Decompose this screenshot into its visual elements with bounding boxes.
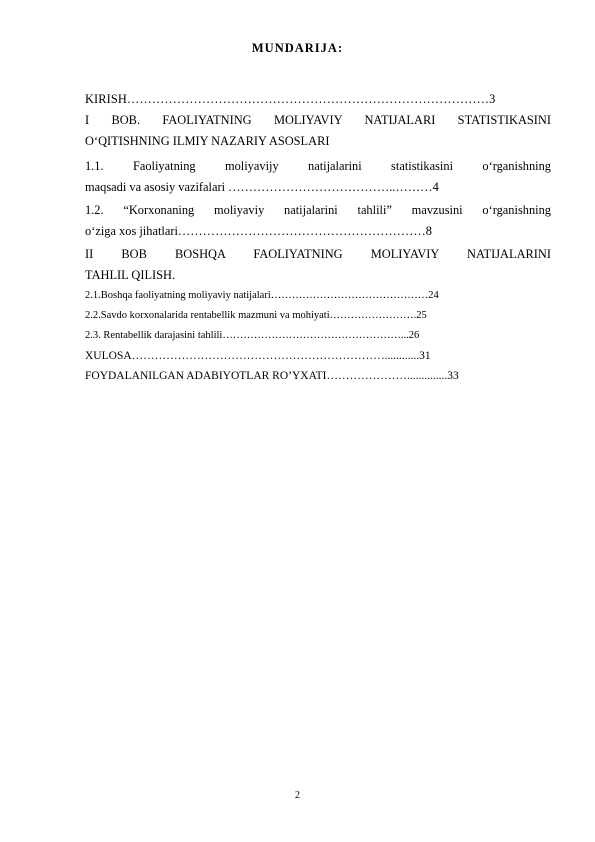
table-of-contents <box>85 89 551 386</box>
toc-bob2-line1: II BOB BOSHQA FAOLIYATNING MOLIYAVIY NATIJALARINI <box>85 247 551 261</box>
toc-item-1-2-line2: o‘ziga xos jihatlari……………………………………………………8 <box>85 224 432 238</box>
toc-kirish: KIRISH……………………………………………………………………………3 <box>85 92 496 106</box>
toc-item-2-1: 2.1.Boshqa faoliyatning moliyaviy natijalari………………………………………24 <box>85 290 439 301</box>
toc-item-1-1-line2: maqsadi va asosiy vazifalari …………………………………..………4 <box>85 180 439 194</box>
toc-item-2-3: 2.3. Rentabellik darajasini tahlili……………………………………………...26 <box>85 330 420 341</box>
toc-item-1-1-line1: 1.1. Faoliyatning moliyavijy natijalarini statistikasini o‘rganishning <box>85 159 551 173</box>
toc-bob2-line2: TAHLIL QILISH. <box>85 268 176 282</box>
toc-adabiyotlar: FOYDALANILGAN ADABIYOTLAR RO’YXATI…………………..............33 <box>85 370 459 382</box>
toc-bob1-line2: O‘QITISHNING ILMIY NAZARIY ASOSLARI <box>85 134 330 148</box>
toc-bob1-line1: I BOB. FAOLIYATNING MOLIYAVIY NATIJALARI STATISTIKASINI <box>85 113 551 127</box>
toc-xulosa: XULOSA…………………………………………………………............31 <box>85 350 431 362</box>
page-title: MUNDARIJA: <box>251 41 344 55</box>
toc-item-2-2: 2.2.Savdo korxonalarida rentabellik mazmuni va mohiyati…………………….25 <box>85 310 427 321</box>
toc-item-1-2-line1: 1.2. “Korxonaning moliyaviy natijalarini tahlili” mavzusini o‘rganishning <box>85 203 551 217</box>
page-number: 2 <box>295 790 300 801</box>
